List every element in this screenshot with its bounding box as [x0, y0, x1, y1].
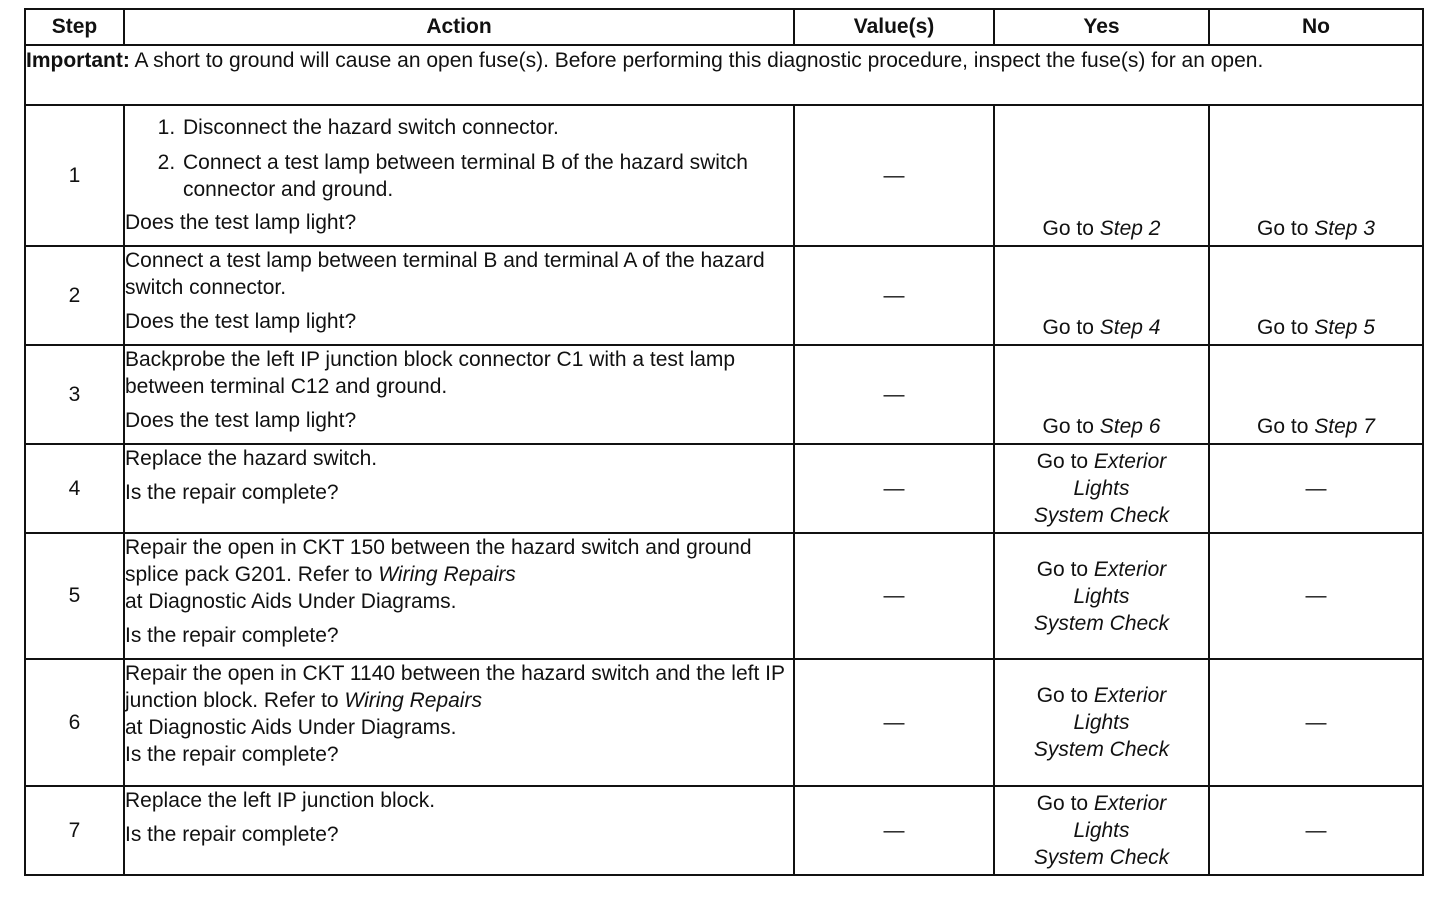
yes-target: Exterior [1093, 684, 1167, 707]
go-to-text: Go to [1042, 217, 1100, 240]
step-number: 4 [25, 444, 124, 533]
yes-target: Lights [1073, 819, 1130, 842]
yes-target: Lights [1073, 711, 1130, 734]
action-cell [124, 533, 794, 659]
action-list [125, 114, 793, 203]
step-number: 3 [25, 345, 124, 444]
important-note [25, 45, 1423, 105]
value-cell: — [794, 345, 994, 444]
action-text: Replace the hazard switch. [125, 447, 378, 470]
important-row [25, 45, 1423, 105]
no-cell [1209, 246, 1423, 345]
no-cell: — [1209, 659, 1423, 786]
action-text-part: Repair the open in CKT 1140 between the hazard switch and the left IP junction block. Refer to [125, 662, 785, 712]
no-cell: — [1209, 444, 1423, 533]
action-cell [124, 246, 794, 345]
step-number: 6 [25, 659, 124, 786]
diagnostic-table [24, 8, 1424, 876]
header-action: Action [124, 9, 794, 45]
action-question: Does the test lamp light? [125, 211, 357, 234]
no-target: Step 5 [1314, 316, 1375, 339]
yes-cell [994, 105, 1209, 246]
go-to-text: Go to [1036, 450, 1094, 473]
step-number: 2 [25, 246, 124, 345]
action-text: Backprobe the left IP junction block connector C1 with a test lamp between terminal C12 and ground. [125, 348, 736, 398]
important-text: A short to ground will cause an open fuse(s). Before performing this diagnostic procedure, inspect the fuse(s) for an open. [129, 49, 1264, 72]
no-cell [1209, 105, 1423, 246]
action-question: Is the repair complete? [125, 823, 339, 846]
yes-target: Step 4 [1099, 316, 1161, 339]
go-to-text: Go to [1257, 217, 1315, 240]
yes-target: Lights [1073, 477, 1130, 500]
yes-target: Exterior [1093, 792, 1167, 815]
header-yes: Yes [994, 9, 1209, 45]
header-row [25, 9, 1423, 45]
action-text-part: at Diagnostic Aids Under Diagrams. [125, 716, 457, 739]
go-to-text: Go to [1042, 316, 1100, 339]
value-cell: — [794, 659, 994, 786]
header-no: No [1209, 9, 1423, 45]
yes-cell [994, 533, 1209, 659]
table-row [25, 659, 1423, 786]
action-cell [124, 659, 794, 786]
step-number: 5 [25, 533, 124, 659]
value-cell: — [794, 533, 994, 659]
no-cell [1209, 345, 1423, 444]
yes-cell [994, 444, 1209, 533]
action-text [125, 534, 793, 615]
go-to-text: Go to [1257, 316, 1315, 339]
table-row [25, 444, 1423, 533]
no-cell: — [1209, 533, 1423, 659]
action-question: Is the repair complete? [125, 743, 339, 766]
action-cell [124, 444, 794, 533]
table-row [25, 105, 1423, 246]
no-target: Step 7 [1314, 415, 1375, 438]
yes-cell [994, 786, 1209, 875]
list-item: 2. Connect a test lamp between terminal B of the hazard switch connector and ground. [181, 149, 793, 203]
yes-target: Lights [1073, 584, 1130, 608]
go-to-text: Go to [1042, 415, 1100, 438]
action-text-part: at Diagnostic Aids Under Diagrams. [125, 590, 457, 613]
action-question: Does the test lamp light? [125, 310, 357, 333]
list-item: 1. Disconnect the hazard switch connector. [181, 114, 793, 141]
yes-target: System Check [1033, 738, 1170, 761]
action-cell [124, 786, 794, 875]
go-to-text: Go to [1036, 557, 1094, 581]
value-cell: — [794, 444, 994, 533]
table-row [25, 533, 1423, 659]
no-target: Step 3 [1314, 217, 1375, 240]
table-row [25, 345, 1423, 444]
action-question: Is the repair complete? [125, 624, 339, 647]
go-to-text: Go to [1036, 792, 1094, 815]
action-cell [124, 345, 794, 444]
yes-target: Step 6 [1099, 415, 1161, 438]
action-text [125, 660, 793, 741]
yes-target: Exterior [1093, 557, 1167, 581]
header-step: Step [25, 9, 124, 45]
value-cell: — [794, 246, 994, 345]
wiring-repairs-ref: Wiring Repairs [344, 689, 482, 712]
step-number: 1 [25, 105, 124, 246]
action-cell [124, 105, 794, 246]
action-question: Does the test lamp light? [125, 409, 357, 432]
value-cell: — [794, 786, 994, 875]
action-text: Replace the left IP junction block. [125, 789, 436, 812]
step-number: 7 [25, 786, 124, 875]
important-label: Important: [26, 49, 130, 72]
yes-target: System Check [1033, 846, 1170, 869]
table-row [25, 246, 1423, 345]
yes-cell [994, 345, 1209, 444]
go-to-text: Go to [1257, 415, 1315, 438]
yes-target: Step 2 [1099, 217, 1161, 240]
wiring-repairs-ref: Wiring Repairs [378, 563, 516, 586]
yes-target: System Check [1033, 504, 1170, 527]
value-cell: — [794, 105, 994, 246]
go-to-text: Go to [1036, 684, 1094, 707]
header-values: Value(s) [794, 9, 994, 45]
yes-cell [994, 659, 1209, 786]
action-question: Is the repair complete? [125, 481, 339, 504]
action-text: Connect a test lamp between terminal B and terminal A of the hazard switch connector. [125, 249, 765, 299]
action-text-part: Repair the open in CKT 150 between the hazard switch and ground splice pack G201. Refer to [125, 536, 752, 586]
yes-cell [994, 246, 1209, 345]
no-cell: — [1209, 786, 1423, 875]
yes-target: System Check [1033, 611, 1170, 635]
yes-target: Exterior [1093, 450, 1167, 473]
table-row [25, 786, 1423, 875]
